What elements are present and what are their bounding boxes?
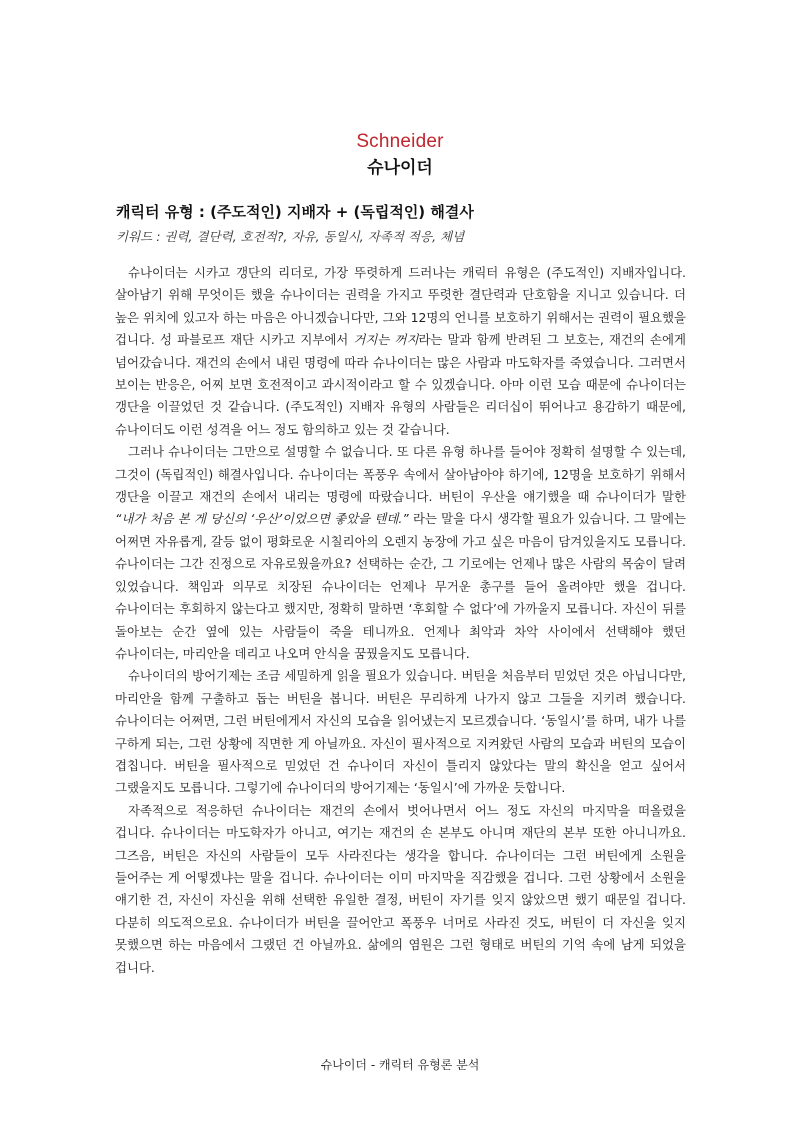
- paragraph: [115, 665, 686, 799]
- paragraph: [115, 441, 686, 665]
- paragraph-quote: “내가 처음 본 게 당신의 ‘우산’이었으면 좋았을 텐데.”: [115, 511, 409, 527]
- title-korean: 슈나이더: [367, 158, 433, 178]
- paragraph-text-after: 라는 말을 다시 생각할 필요가 있습니다. 그 말에는 어쩌면 자유롭게, 갈등 없이 평화로운 시칠리아의 오렌지 농장에 가고 싶은 마음이 담겨있을지도 모릅니다. 슈나이더는 그간 진정으로 자유로웠을까요? 선택하는 순간, 그 기로에는 언제나 많은 사람의 목숨이 달려 있었습니다. 책임과 의무로 치장된 슈나이더는 언제나 무거운 총구를 들어 올려야만 했을 겁니다. 슈나이더는 후회하지 않는다고 했지만, 정확히 말하면 ‘후회할 수 없다’에 가까울지 모릅니다. 자신이 뒤를 돌아보는 순간 옆에 있는 사람들이 죽을 테니까요. 언제나 최악과 차악 사이에서 선택해야 했던 슈나이더는, 마리안을 데리고 나오며 안식을 꿈꿨을지도 모릅니다.: [115, 511, 686, 661]
- character-type-heading: 캐릭터 유형 : (주도적인) 지배자 + (독립적인) 해결사: [116, 203, 474, 221]
- page-footer: 슈나이더 - 캐릭터 유형론 분석: [320, 1058, 480, 1072]
- paragraph: [115, 262, 686, 441]
- paragraph-text: 슈나이더의 방어기제는 조금 세밀하게 읽을 필요가 있습니다. 버틴을 처음부터 믿었던 것은 아닙니다만, 마리안을 함께 구출하고 돕는 버틴을 봅니다. 버틴은 무리하게 나가지 않고 그들을 지키려 했습니다. 슈나이더는 어쩌면, 그런 버틴에게서 자신의 모습을 읽어냈는지 모르겠습니다. ‘동일시’를 하며, 내가 나를 구하게 되는, 그런 상황에 직면한 게 아닐까요. 자신이 필사적으로 지켜왔던 사람의 모습과 버틴의 모습이 겹칩니다. 버틴을 필사적으로 믿었던 건 슈나이더 자신이 틀리지 않았다는 말의 확신을 얻고 싶어서 그랬을지도 모릅니다. 그렇기에 슈나이더의 방어기제는 ‘동일시’에 가까운 듯합니다.: [115, 668, 686, 796]
- paragraph-text-after: 라는 말과 함께 반려된 그 보호는, 재건의 손에게 넘어갔습니다. 재건의 손에서 내린 명령에 따라 슈나이더는 많은 사람과 마도학자를 죽였습니다. 그러면서 보이는 반응은, 어찌 보면 호전적이고 과시적이라고 할 수 있겠습니다. 아마 이런 모습 때문에 슈나이더는 갱단을 이끌었던 것 같습니다. (주도적인) 지배자 유형의 사람들은 리더십이 뛰어나고 용감하기 때문에, 슈나이더도 이런 성격을 어느 정도 함의하고 있는 것 같습니다.: [115, 332, 686, 437]
- body-text: [115, 262, 686, 979]
- paragraph: [115, 800, 686, 979]
- title-english: Schneider: [356, 131, 444, 152]
- paragraph-text: 그러나 슈나이더는 그만으로 설명할 수 없습니다. 또 다른 유형 하나를 들어야 정확히 설명할 수 있는데, 그것이 (독립적인) 해결사입니다. 슈나이더는 폭풍우 속에서 살아남아야 하기에, 12명을 보호하기 위해서 갱단을 이끌고 재건의 손에서 내리는 명령에 따랐습니다. 버틴이 우산을 얘기했을 때 슈나이더가 말한: [115, 444, 686, 505]
- keywords-line: 키워드 : 권력, 결단력, 호전적?, 자유, 동일시, 자족적 적응, 체념: [116, 229, 465, 244]
- paragraph-text: 자족적으로 적응하던 슈나이더는 재건의 손에서 벗어나면서 어느 정도 자신의 마지막을 떠올렸을 겁니다. 슈나이더는 마도학자가 아니고, 여기는 재건의 손 본부도 아니며 재단의 본부 또한 아니니까요. 그즈음, 버틴은 자신의 사람들이 모두 사라진다는 생각을 합니다. 슈나이더는 그런 버틴에게 소원을 들어주는 게 어떻겠냐는 말을 겁니다. 슈나이더는 이미 마지막을 직감했을 겁니다. 그런 상황에서 소원을 얘기한 건, 자신이 자신을 위해 선택한 유일한 결정, 버틴이 자기를 잊지 않았으면 했기 때문일 겁니다. 다분히 의도적으로요. 슈나이더가 버틴을 끌어안고 폭풍우 너머로 사라진 것도, 버틴이 더 자신을 잊지 못했으면 하는 마음에서 그랬던 건 아닐까요. 삶에의 염원은 그런 형태로 버틴의 기억 속에 남게 되었을 겁니다.: [115, 802, 686, 975]
- paragraph-quote: 거지는 꺼지: [353, 332, 419, 348]
- paragraph-text: 슈나이더는 시카고 갱단의 리더로, 가장 뚜렷하게 드러나는 캐릭터 유형은 (주도적인) 지배자입니다. 살아남기 위해 무엇이든 했을 슈나이더는 권력을 가지고 뚜렷한 결단력과 단호함을 지니고 있습니다. 더 높은 위치에 있고자 하는 마음은 아니겠습니다만, 그와 12명의 언니를 보호하기 위해서는 권력이 필요했을 겁니다. 성 파블로프 재단 시카고 지부에서: [115, 265, 686, 348]
